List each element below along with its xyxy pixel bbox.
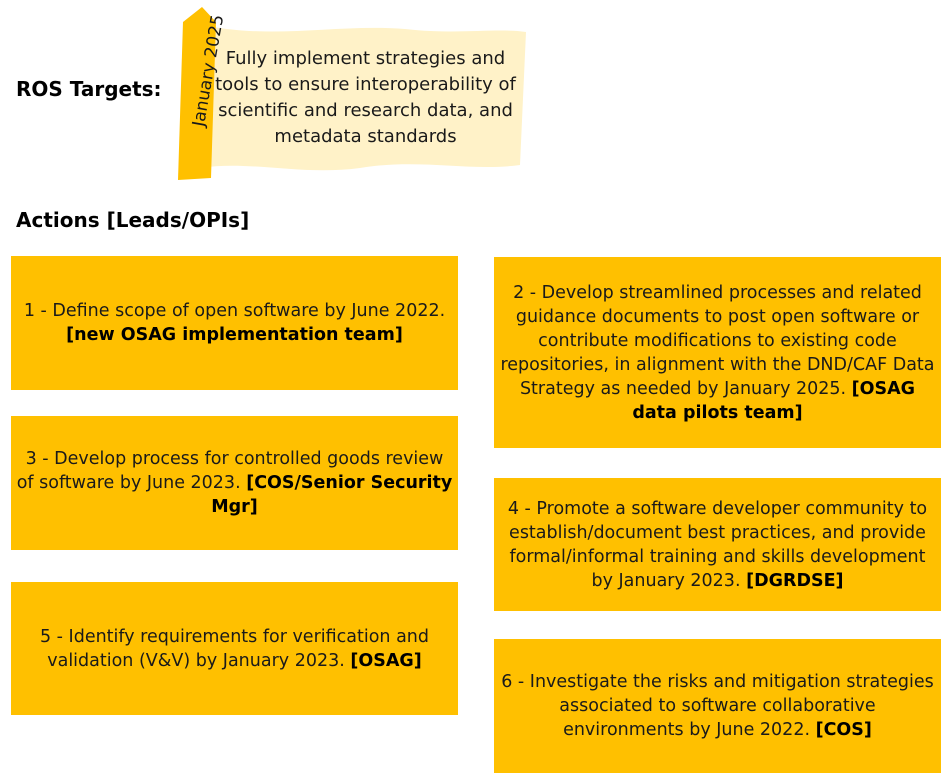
action-box-2	[494, 257, 941, 448]
action-5-description: 5 - Identify requirements for verification and validation (V&V) by January 2023.	[39, 626, 430, 671]
target-description: Fully implement strategies and tools to ensure interoperability of scientific and research data, and metadata standards	[215, 48, 516, 147]
action-box-4	[494, 478, 941, 611]
action-4-description: 4 - Promote a software developer community to establish/document best practices, and provide formal/informal training and skills development by January 2023.	[507, 498, 928, 591]
actions-title: Actions [Leads/OPIs]	[16, 208, 250, 232]
action-5-text	[16, 625, 453, 673]
action-box-6	[494, 639, 941, 773]
action-6-text	[499, 670, 936, 742]
action-4-lead: [DGRDSE]	[746, 570, 844, 591]
action-6-description: 6 - Investigate the risks and mitigation strategies associated to software collaborative environments by June 2022.	[501, 672, 934, 740]
action-box-1	[11, 256, 458, 390]
action-2-lead: [OSAG data pilots team]	[632, 378, 916, 423]
action-1-text	[16, 299, 453, 347]
action-3-description: 3 - Develop process for controlled goods review of software by June 2023.	[16, 449, 444, 493]
action-box-3	[11, 416, 458, 550]
action-2-text	[499, 281, 936, 425]
action-3-lead: [COS/Senior Security Mgr]	[211, 473, 453, 517]
action-6-lead: [COS]	[815, 720, 872, 740]
action-4-text	[499, 497, 936, 593]
action-5-lead: [OSAG]	[350, 650, 422, 671]
target-date-label: January 2025	[188, 13, 229, 129]
action-1-lead: [new OSAG implementation team]	[66, 325, 403, 345]
action-1-description: 1 - Define scope of open software by June 2022.	[23, 301, 446, 321]
action-box-5	[11, 582, 458, 715]
action-3-text	[16, 447, 453, 519]
action-2-description: 2 - Develop streamlined processes and related guidance documents to post open software or contribute modifications to existing code repositories, in alignment with the DND/CAF Data Strategy as needed by January 2025.	[500, 282, 935, 399]
ros-targets-title: ROS Targets:	[16, 77, 162, 101]
